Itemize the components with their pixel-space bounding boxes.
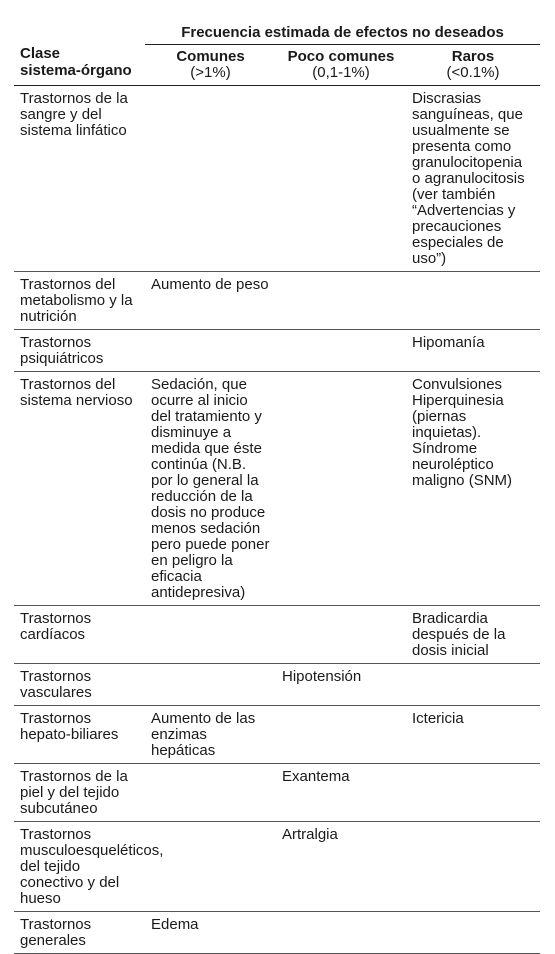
- organ-cell: Trastornos de la sangre y del sistema linfático: [14, 86, 145, 272]
- comunes-cell: Aumento de peso: [145, 272, 276, 330]
- column-header-range: (>1%): [190, 64, 231, 81]
- comunes-cell: Edema: [145, 912, 276, 954]
- organ-cell: Trastornos generales: [14, 912, 145, 954]
- raros-cell: [406, 822, 540, 912]
- poco-comunes-cell: Hipotensión: [276, 664, 406, 706]
- column-header-range: (0,1-1%): [312, 64, 370, 81]
- organ-class-header-line1: Clase: [20, 45, 61, 62]
- comunes-cell: [145, 764, 276, 822]
- poco-comunes-cell: [276, 372, 406, 606]
- table-body: [14, 86, 540, 954]
- table-row: [14, 822, 540, 912]
- poco-comunes-cell: [276, 606, 406, 664]
- organ-cell: Trastornos del sistema nervioso: [14, 372, 145, 606]
- column-header-comunes: [145, 45, 276, 86]
- table-row: [14, 330, 540, 372]
- frequency-header: Frecuencia estimada de efectos no deseados: [145, 20, 540, 45]
- raros-cell: Hipomanía: [406, 330, 540, 372]
- table-row: [14, 272, 540, 330]
- poco-comunes-cell: [276, 912, 406, 954]
- comunes-cell: [145, 330, 276, 372]
- column-header-name: Comunes: [176, 48, 245, 65]
- table-row: [14, 706, 540, 764]
- table-row: [14, 606, 540, 664]
- adverse-effects-table-wrapper: [14, 20, 540, 954]
- poco-comunes-cell: Artralgia: [276, 822, 406, 912]
- organ-cell: Trastornos de la piel y del tejido subcutáneo: [14, 764, 145, 822]
- table-row: [14, 86, 540, 272]
- raros-cell: [406, 764, 540, 822]
- organ-cell: Trastornos musculoesqueléticos, del tejido conectivo y del hueso: [14, 822, 145, 912]
- raros-cell: [406, 664, 540, 706]
- organ-cell: Trastornos del metabolismo y la nutrición: [14, 272, 145, 330]
- table-row: [14, 372, 540, 606]
- poco-comunes-cell: [276, 330, 406, 372]
- table-header: [14, 20, 540, 86]
- column-header-range: (<0.1%): [446, 64, 500, 81]
- poco-comunes-cell: [276, 86, 406, 272]
- comunes-cell: Sedación, que ocurre al inicio del tratamiento y disminuye a medida que éste continúa (N.B. por lo general la reducción de la dosis no produce menos sedación pero puede poner en peligro la eficacia antidepresiva): [145, 372, 276, 606]
- poco-comunes-cell: Exantema: [276, 764, 406, 822]
- table-row: [14, 912, 540, 954]
- raros-cell: Discrasias sanguíneas, que usualmente se presenta como granulocitopenia o agranulocitosis (ver también “Advertencias y precauciones especiales de uso”): [406, 86, 540, 272]
- adverse-effects-table: [14, 20, 540, 954]
- table-row: [14, 764, 540, 822]
- poco-comunes-cell: [276, 272, 406, 330]
- table-row: [14, 664, 540, 706]
- column-header-name: Raros: [451, 48, 495, 65]
- comunes-cell: [145, 86, 276, 272]
- raros-cell: Convulsiones Hiperquinesia (piernas inquietas). Síndrome neuroléptico maligno (SNM): [406, 372, 540, 606]
- column-header-poco-comunes: [276, 45, 406, 86]
- raros-cell: Bradicardia después de la dosis inicial: [406, 606, 540, 664]
- organ-cell: Trastornos psiquiátricos: [14, 330, 145, 372]
- column-header-raros: [406, 45, 540, 86]
- organ-cell: Trastornos cardíacos: [14, 606, 145, 664]
- raros-cell: [406, 272, 540, 330]
- comunes-cell: [145, 822, 276, 912]
- raros-cell: Ictericia: [406, 706, 540, 764]
- organ-cell: Trastornos hepato-biliares: [14, 706, 145, 764]
- comunes-cell: [145, 606, 276, 664]
- comunes-cell: Aumento de las enzimas hepáticas: [145, 706, 276, 764]
- raros-cell: [406, 912, 540, 954]
- comunes-cell: [145, 664, 276, 706]
- organ-cell: Trastornos vasculares: [14, 664, 145, 706]
- column-header-name: Poco comunes: [287, 48, 395, 65]
- poco-comunes-cell: [276, 706, 406, 764]
- organ-class-header: [14, 20, 145, 86]
- organ-class-header-line2: sistema-órgano: [20, 62, 132, 79]
